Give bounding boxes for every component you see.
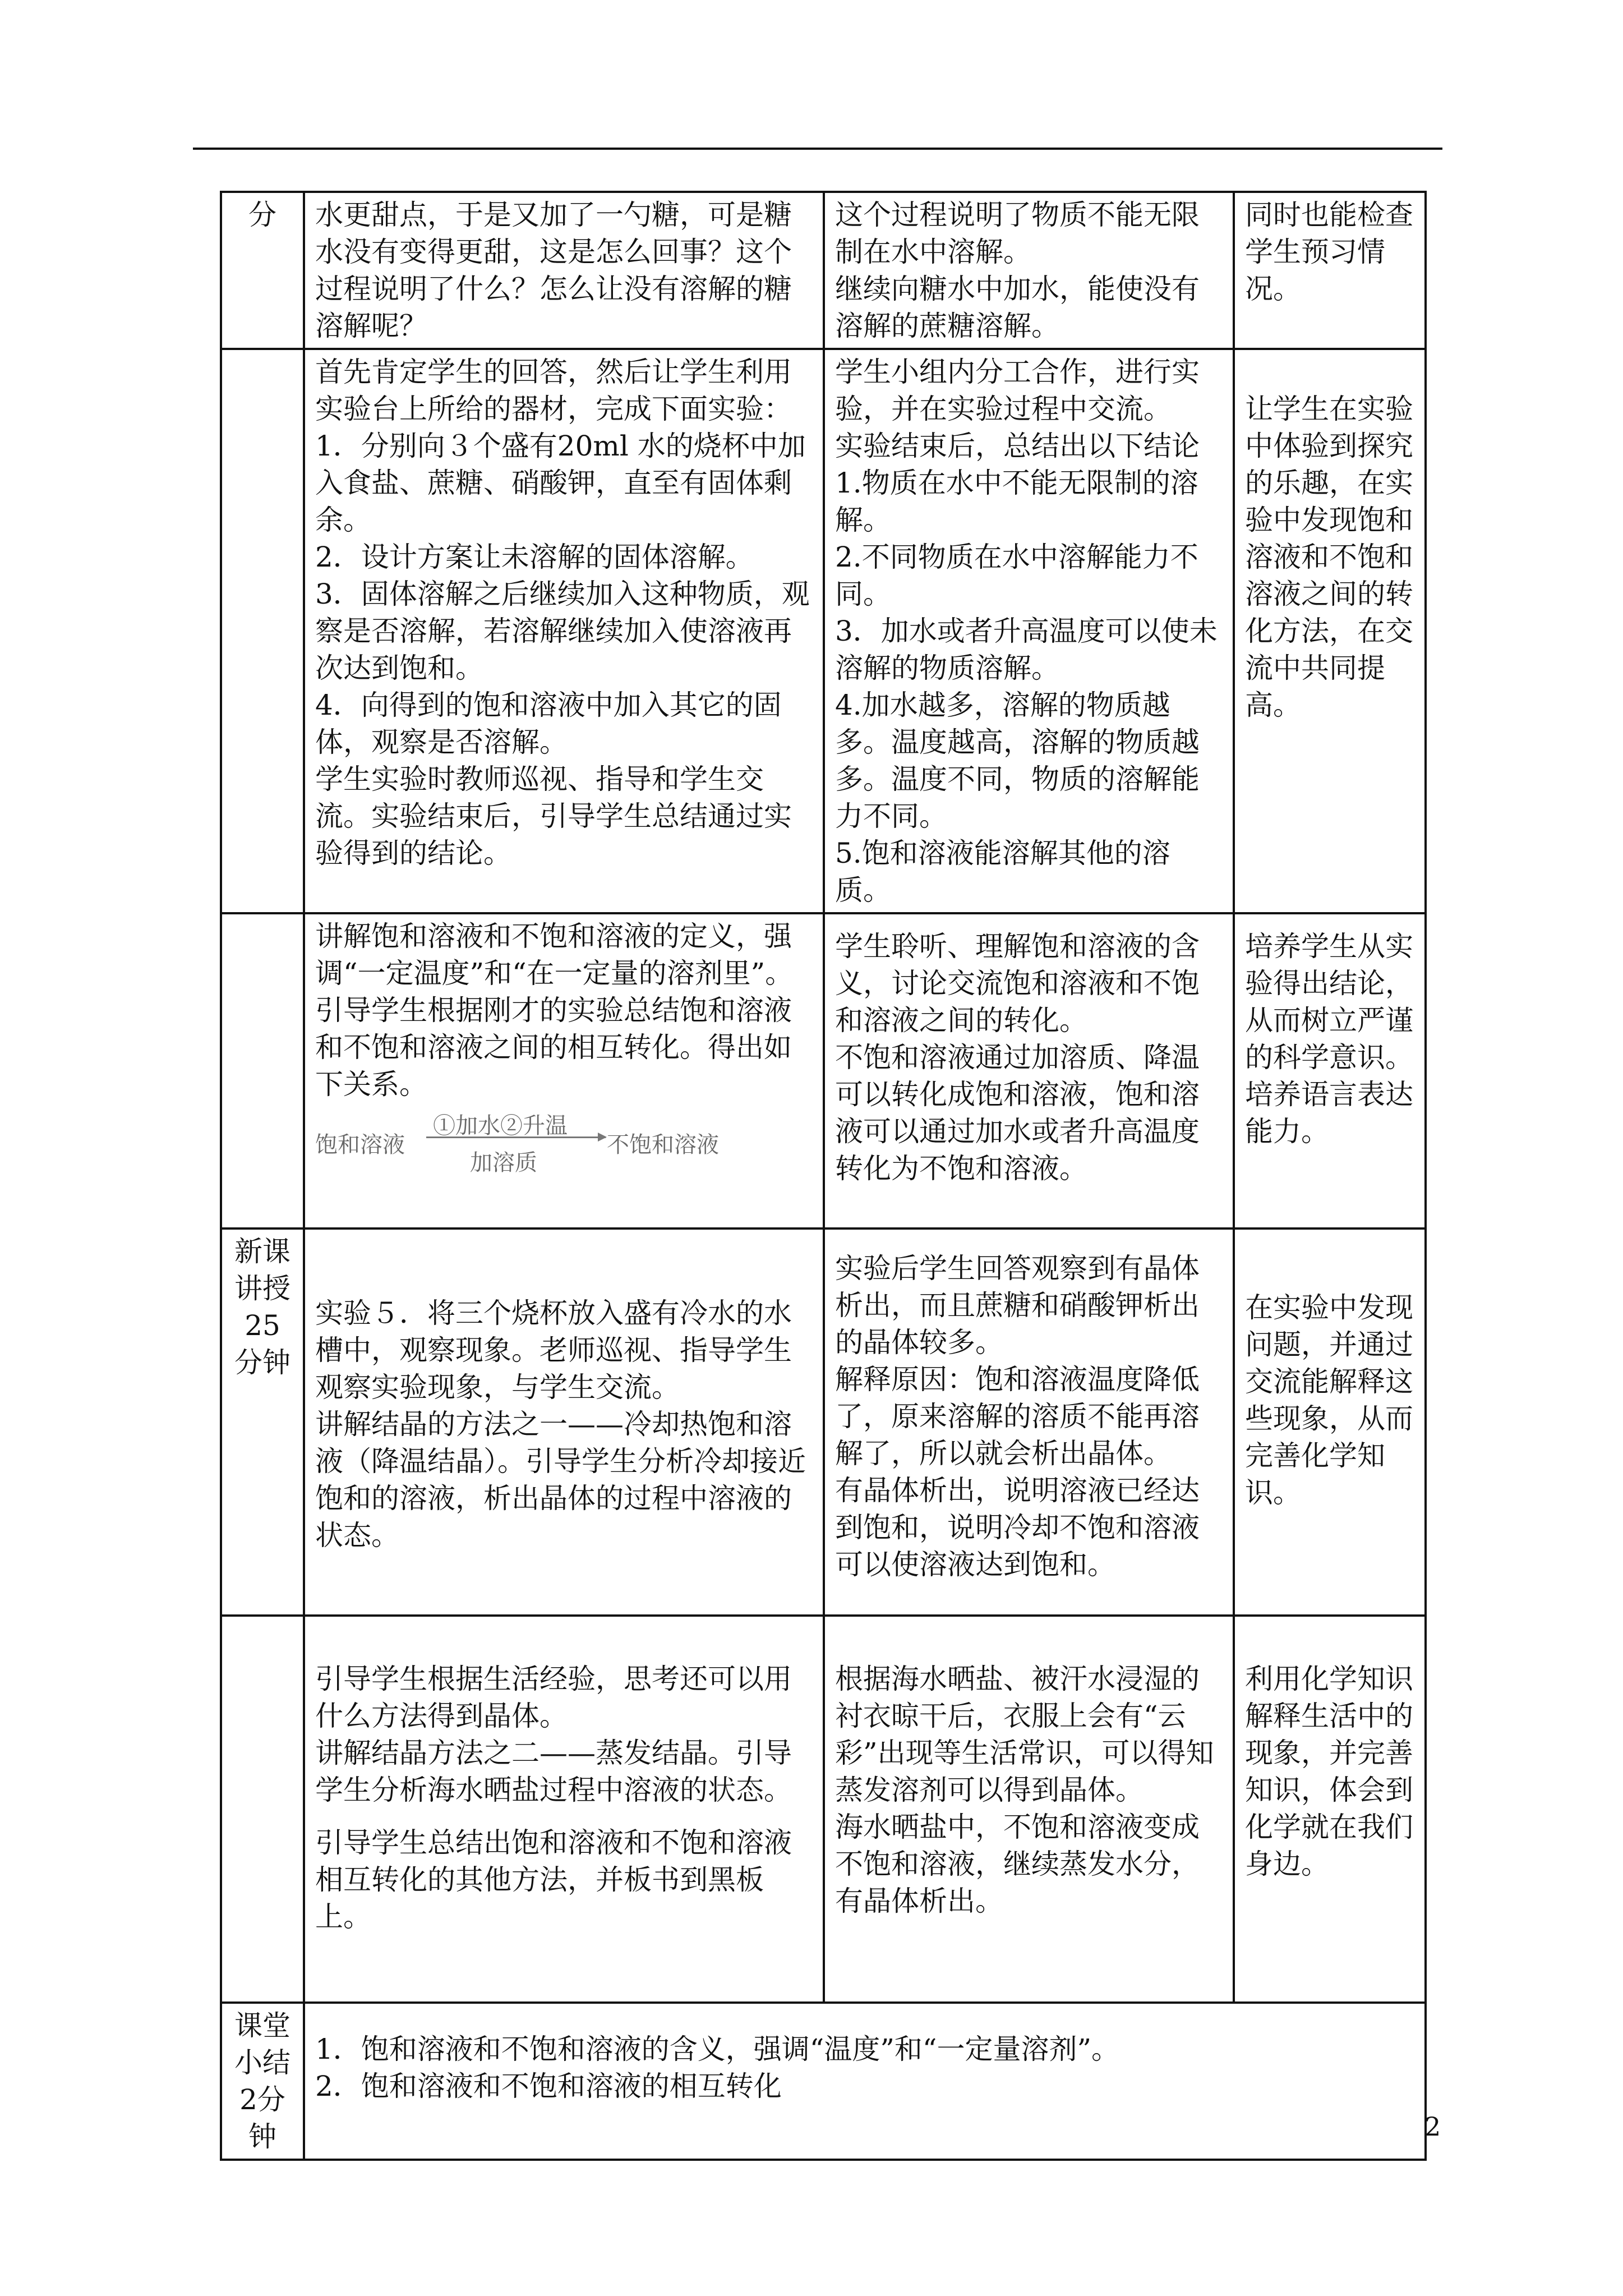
notes-text: 同时也能检查学生预习情况。 [1245,199,1413,305]
teacher-text: 引导学生总结出饱和溶液和不饱和溶液相互转化的其他方法，并板书到黑板上。 [315,1826,792,1933]
table-row [221,2003,1426,2160]
teacher-activity-cell [304,1228,824,1616]
summary-cell [304,2003,1426,2160]
teacher-activity-cell [304,192,824,349]
teacher-text: 讲解结晶方法之二——蒸发结晶。引导学生分析海水晒盐过程中溶液的状态。 [315,1737,792,1806]
summary-text: 1．饱和溶液和不饱和溶液的含义，强调“温度”和“一定量溶剂”。 [315,2033,1120,2065]
header-rule [193,148,1442,150]
teacher-text: 4．向得到的饱和溶液中加入其它的固体，观察是否溶解。 [315,689,782,758]
design-intent-cell [1234,1616,1426,2003]
teacher-text: 3．固体溶解之后继续加入这种物质，观察是否溶解，若溶解继续加入使溶液再次达到饱和。 [315,578,810,684]
student-text: 根据海水晒盐、被汗水浸湿的衬衣晾干后，衣服上会有“云彩”出现等生活常识，可以得知蒸发溶剂可以得到晶体。 [835,1663,1214,1806]
teacher-text: 水更甜点，于是又加了一勺糖，可是糖水没有变得更甜，这是怎么回事？这个过程说明了什么？怎么让没有溶解的糖溶解呢？ [315,199,792,342]
teacher-text: 2．设计方案让未溶解的固体溶解。 [315,541,754,573]
student-activity-cell [824,1616,1234,2003]
notes-text: 让学生在实验中体验到探究的乐趣，在实验中发现饱和溶液和不饱和溶液之间的转化方法，在交流中共同提高。 [1245,393,1413,721]
student-text: 1.物质在水中不能无限制的溶解。 [835,467,1198,536]
conversion-relation-diagram [315,1111,813,1178]
stage-cell [221,349,304,913]
student-text: 解释原因：饱和溶液温度降低了，原来溶解的溶质不能再溶解了，所以就会析出晶体。 [835,1363,1200,1470]
stage-cell: 新课讲授25分钟 [221,1228,304,1616]
student-text: 有晶体析出，说明溶液已经达到饱和，说明冷却不饱和溶液可以使溶液达到饱和。 [835,1474,1200,1581]
stage-cell: 分 [221,192,304,349]
table-row [221,192,1426,349]
unsaturated-label: 不饱和溶液 [607,1132,719,1158]
student-text: 继续向糖水中加水，能使没有溶解的蔗糖溶解。 [835,273,1200,342]
student-text: 学生小组内分工合作，进行实验，并在实验过程中交流。 [835,356,1200,425]
conversion-condition-top: ①加水②升温 [433,1113,568,1139]
notes-text: 利用化学知识解释生活中的现象，并完善知识，体会到化学就在我们身边。 [1245,1663,1413,1880]
student-activity-cell [824,349,1234,913]
teacher-text: 实验５．将三个烧杯放入盛有冷水的水槽中，观察现象。老师巡视、指导学生观察实验现象，与学生交流。 [315,1297,792,1404]
table-row [221,1228,1426,1616]
design-intent-cell [1234,192,1426,349]
student-text: 实验后学生回答观察到有晶体析出，而且蔗糖和硝酸钾析出的晶体较多。 [835,1252,1200,1359]
teacher-activity-cell [304,1616,824,2003]
design-intent-cell [1234,349,1426,913]
design-intent-cell [1234,913,1426,1228]
stage-cell [221,1616,304,2003]
table-row [221,913,1426,1228]
table-row [221,349,1426,913]
lesson-plan-table [220,191,1427,2161]
page-number: 2 [1424,2111,1441,2142]
teacher-text: 讲解饱和溶液和不饱和溶液的定义，强调“一定温度”和“在一定量的溶剂里”。 [315,920,794,990]
teacher-activity-cell [304,349,824,913]
teacher-activity-cell [304,913,824,1228]
design-intent-cell [1234,1228,1426,1616]
right-arrow-icon [426,1137,606,1138]
student-text: 3．加水或者升高温度可以使未溶解的物质溶解。 [835,615,1218,684]
student-text: 2.不同物质在水中溶解能力不同。 [835,541,1198,610]
notes-text: 在实验中发现问题，并通过交流能解释这些现象，从而完善化学知识。 [1245,1291,1413,1509]
student-text: 5.饱和溶液能溶解其他的溶质。 [835,837,1170,907]
table-row [221,1616,1426,2003]
teacher-text: 学生实验时教师巡视、指导和学生交流。实验结束后，引导学生总结通过实验得到的结论。 [315,763,792,869]
notes-text: 培养学生从实验得出结论，从而树立严谨的科学意识。培养语言表达能力。 [1245,930,1413,1148]
student-text: 这个过程说明了物质不能无限制在水中溶解。 [835,199,1200,268]
teacher-text: 1．分别向３个盛有20ml 水的烧杯中加入食盐、蔗糖、硝酸钾，直至有固体剩余。 [315,430,806,536]
teacher-text: 引导学生根据生活经验，思考还可以用什么方法得到晶体。 [315,1663,792,1732]
student-text: 4.加水越多，溶解的物质越多。温度越高，溶解的物质越多。温度不同，物质的溶解能力不同。 [835,689,1200,832]
student-activity-cell [824,913,1234,1228]
stage-cell [221,913,304,1228]
teacher-text: 引导学生根据刚才的实验总结饱和溶液和不饱和溶液之间的相互转化。得出如下关系。 [315,994,792,1101]
teacher-text: 首先肯定学生的回答，然后让学生利用实验台上所给的器材，完成下面实验： [315,356,792,425]
conversion-condition-bottom: 加溶质 [470,1150,537,1176]
student-text: 学生聆听、理解饱和溶液的含义，讨论交流饱和溶液和不饱和溶液之间的转化。 [835,930,1200,1037]
student-activity-cell [824,1228,1234,1616]
student-activity-cell [824,192,1234,349]
summary-text: 2．饱和溶液和不饱和溶液的相互转化 [315,2070,782,2102]
saturated-label: 饱和溶液 [315,1132,405,1158]
student-text: 海水晒盐中，不饱和溶液变成不饱和溶液，继续蒸发水分，有晶体析出。 [835,1811,1200,1917]
stage-cell: 课堂小结2分钟 [221,2003,304,2160]
student-text: 实验结束后，总结出以下结论 [835,430,1200,462]
student-text: 不饱和溶液通过加溶质、降温可以转化成饱和溶液，饱和溶液可以通过加水或者升高温度转化为不饱和溶液。 [835,1041,1200,1185]
teacher-text: 讲解结晶的方法之一——冷却热饱和溶液（降温结晶）。引导学生分析冷却接近饱和的溶液，析出晶体的过程中溶液的状态。 [315,1408,806,1552]
